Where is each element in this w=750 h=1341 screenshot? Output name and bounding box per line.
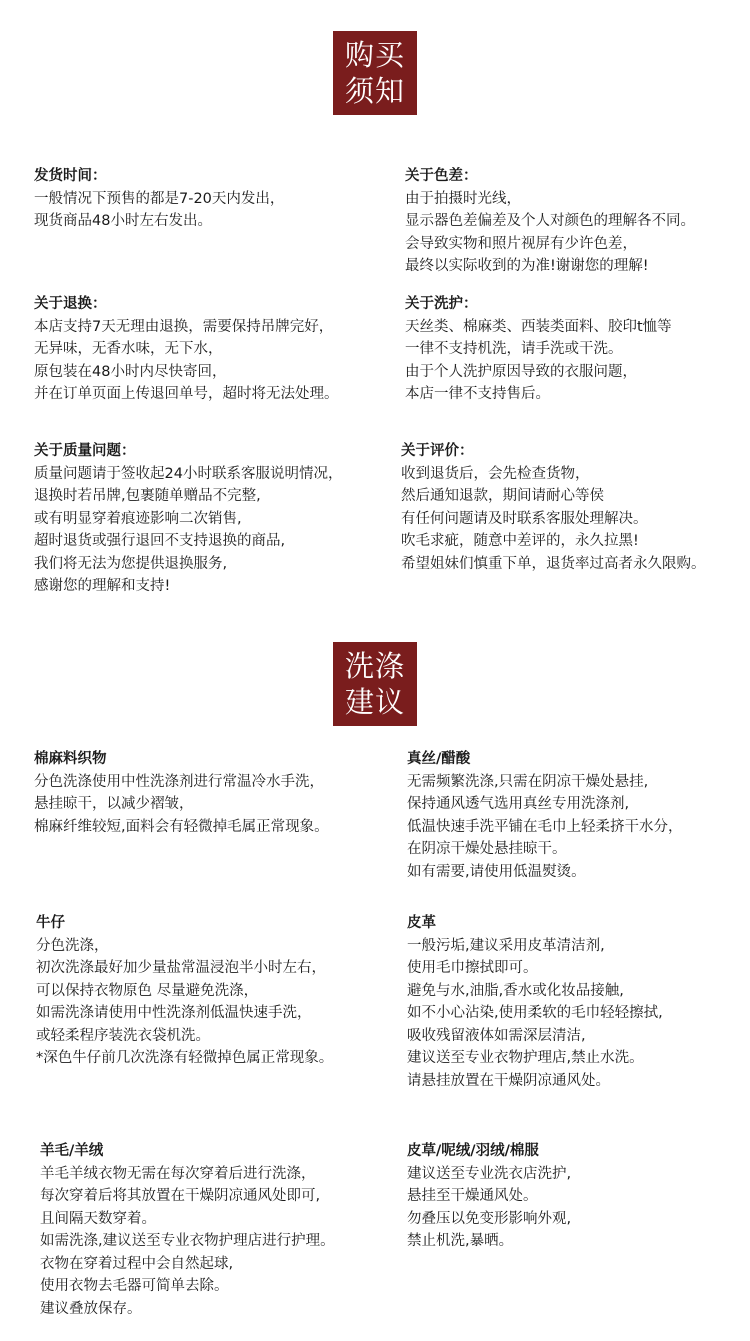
wool-title: 羊毛/羊绒 [40, 1143, 104, 1159]
leather-line: 请悬挂放置在干燥阴凉通风处。 [407, 1072, 610, 1089]
silk-line: 无需频繁洗涤,只需在阴凉干燥处悬挂, [407, 773, 649, 790]
quality-title: 关于质量问题： [34, 443, 136, 459]
return-line: 并在订单页面上传退回单号，超时将无法处理。 [34, 386, 339, 402]
silk-title: 真丝/醋酸 [407, 751, 471, 767]
silk-line: 保持通风透气选用真丝专用洗涤剂, [407, 796, 630, 812]
leather-line: 吸收残留液体如需深层清洁, [407, 1027, 586, 1044]
return-line: 无异味，无香水味，无下水， [34, 341, 223, 357]
care-line: 天丝类、棉麻类、西装类面料、胶印t恤等 [405, 318, 672, 335]
wool-line: 建议叠放保存。 [40, 1300, 142, 1317]
care-block [405, 293, 672, 406]
quality-line: 或有明显穿着痕迹影响二次销售, [34, 510, 242, 527]
care-line: 一律不支持机洗，请手洗或干洗。 [405, 341, 623, 357]
silk-line: 低温快速手洗平铺在毛巾上轻柔挤干水分， [407, 818, 683, 835]
care-line: 本店一律不支持售后。 [405, 386, 550, 402]
leather-title: 皮革 [407, 915, 436, 931]
wool-line: 且间隔天数穿着。 [40, 1210, 156, 1227]
cotton-linen-line: 分色洗涤使用中性洗涤剂进行常温冷水手洗， [34, 773, 324, 790]
return-title: 关于退换： [34, 296, 107, 312]
washing-badge-line-2: 建议 [344, 685, 405, 719]
denim-line: 初次洗涤最好加少量盐常温浸泡半小时左右， [36, 960, 326, 976]
care-title: 关于洗护： [405, 296, 478, 312]
wool-line: 每次穿着后将其放置在干燥阴凉通风处即可, [40, 1188, 321, 1204]
review-block [401, 440, 706, 575]
quality-line: 我们将无法为您提供退换服务, [34, 555, 228, 572]
return-block [34, 293, 339, 406]
leather-line: 建议送至专业衣物护理店,禁止水洗。 [407, 1050, 644, 1066]
quality-line: 超时退货或强行退回不支持退换的商品, [34, 533, 286, 549]
silk-line: 如有需要,请使用低温熨烫。 [407, 863, 586, 880]
denim-line: 分色洗涤， [36, 937, 109, 954]
cotton-linen-line: 悬挂晾干，以减少褶皱， [34, 796, 194, 812]
review-line: 吹毛求疵，随意中差评的，永久拉黑! [401, 533, 639, 549]
color-diff-line: 会导致实物和照片视屏有少许色差， [405, 235, 637, 252]
leather-line: 如不小心沾染,使用柔软的毛巾轻轻擦拭, [407, 1005, 663, 1021]
denim-line: 可以保持衣物原色 尽量避免洗涤， [36, 982, 259, 999]
denim-block [36, 912, 333, 1070]
notice-badge-line-1: 购买 [344, 38, 405, 72]
wool-line: 衣物在穿着过程中会自然起球, [40, 1255, 234, 1272]
cotton-linen-block [34, 748, 329, 838]
quality-line: 质量问题请于签收起24小时联系客服说明情况， [34, 465, 343, 482]
color-diff-line: 显示器色差偏差及个人对颜色的理解各不同。 [405, 213, 695, 229]
shipping-line: 现货商品48小时左右发出。 [34, 213, 212, 229]
review-line: 然后通知退款，期间请耐心等侯 [401, 488, 604, 504]
denim-line: *深色牛仔前几次洗涤有轻微掉色属正常现象。 [36, 1050, 334, 1066]
return-line: 本店支持7天无理由退换，需要保持吊牌完好， [34, 318, 334, 335]
cotton-linen-title: 棉麻料织物 [34, 751, 107, 767]
denim-line: 如需洗涤请使用中性洗涤剂低温快速手洗， [36, 1005, 312, 1021]
review-line: 希望姐妹们慎重下单，退货率过高者永久限购。 [401, 555, 706, 572]
wool-line: 羊毛羊绒衣物无需在每次穿着后进行洗涤， [40, 1165, 316, 1182]
fur-down-line: 禁止机洗,暴晒。 [407, 1233, 514, 1249]
shipping-title: 发货时间： [34, 168, 107, 184]
shipping-block [34, 165, 284, 233]
wool-block [40, 1140, 335, 1320]
silk-block [407, 748, 683, 883]
denim-line: 或轻柔程序装洗衣袋机洗。 [36, 1027, 210, 1044]
care-line: 由于个人洗护原因导致的衣服问题， [405, 363, 637, 380]
notice-badge-line-2: 须知 [344, 74, 405, 108]
color-diff-title: 关于色差： [405, 168, 478, 184]
review-line: 有任何问题请及时联系客服处理解决。 [401, 510, 648, 527]
washing-badge-line-1: 洗涤 [344, 649, 405, 683]
color-diff-block [405, 165, 695, 278]
quality-line: 感谢您的理解和支持! [34, 578, 171, 594]
notice-badge [333, 31, 417, 115]
fur-down-line: 悬挂至干燥通风处。 [407, 1188, 538, 1204]
cotton-linen-line: 棉麻纤维较短,面料会有轻微掉毛属正常现象。 [34, 818, 329, 835]
wool-line: 使用衣物去毛器可简单去除。 [40, 1278, 229, 1294]
fur-down-title: 皮草/呢绒/羽绒/棉服 [407, 1143, 539, 1159]
leather-block [407, 912, 663, 1092]
fur-down-line: 勿叠压以免变形影响外观, [407, 1210, 572, 1227]
silk-line: 在阴凉干燥处悬挂晾干。 [407, 841, 567, 857]
quality-line: 退换时若吊牌,包裹随单赠品不完整, [34, 488, 261, 504]
quality-block [34, 440, 342, 598]
return-line: 原包装在48小时内尽快寄回， [34, 363, 227, 380]
wool-line: 如需洗涤,建议送至专业衣物护理店进行护理。 [40, 1233, 335, 1249]
color-diff-line: 由于拍摄时光线， [405, 190, 521, 207]
fur-down-block [407, 1140, 571, 1253]
color-diff-line: 最终以实际收到的为准!谢谢您的理解! [405, 258, 649, 274]
shipping-line: 一般情况下预售的都是7-20天内发出， [34, 190, 285, 207]
leather-line: 避免与水,油脂,香水或化妆品接触, [407, 982, 624, 999]
review-title: 关于评价： [401, 443, 474, 459]
denim-title: 牛仔 [36, 915, 65, 931]
leather-line: 使用毛巾擦拭即可。 [407, 960, 538, 976]
leather-line: 一般污垢,建议采用皮革清洁剂, [407, 937, 605, 954]
review-line: 收到退货后，会先检查货物， [401, 465, 590, 482]
fur-down-line: 建议送至专业洗衣店洗护, [407, 1165, 572, 1182]
washing-badge [333, 642, 417, 726]
